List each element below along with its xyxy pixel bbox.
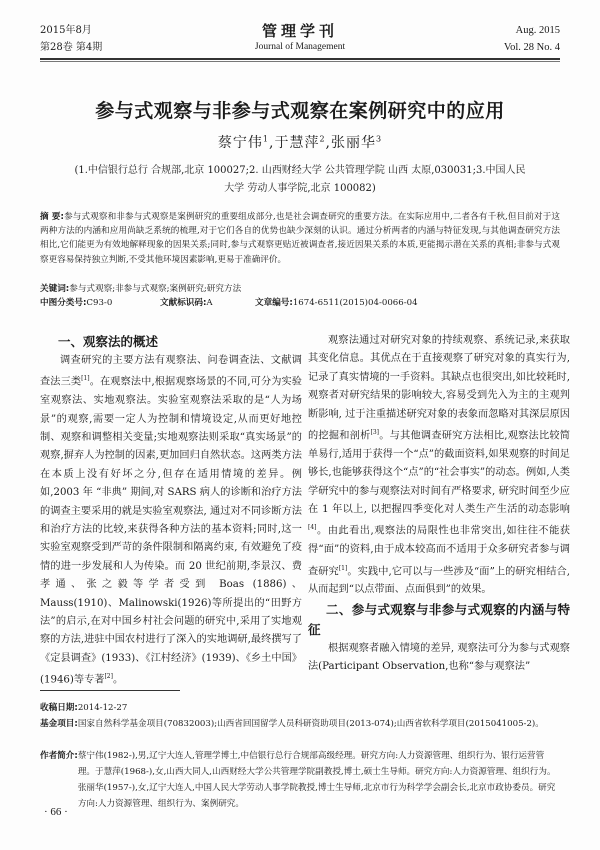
footnote-author-bio — [40, 748, 560, 812]
issue-date-cn: 2015年8月 — [40, 25, 92, 36]
author-name: 于慧萍 — [274, 135, 320, 151]
paragraph-text: 调查研究的主要方法有观察法、问卷调查法、文献调查法三类 — [40, 355, 302, 388]
article-no-label: 文章编号: — [255, 298, 293, 308]
paragraph-text: 。与其他调查研究方法相比,观察法比较简单易行,适用于获得一个“点”的截面资料,如果观察的时间足够长,也能够获得这个“点”的“社会事实”的动态。例如,人类学研究中的参与观察法对时间有严格要求, 研究时间至少应在 1 年以上, 以把握四季变化对人类生产生活的动态影响 — [308, 430, 570, 516]
received-label: 收稿日期: — [40, 703, 78, 713]
body-paragraph — [308, 332, 570, 600]
header-divider — [40, 58, 560, 60]
paragraph-text: 观察法通过对研究对象的持续观察、系统记录,来获取其变化信息。其优点在于直接观察了研究对象的真实行为,记录了真实情境的一手资料。其缺点也很突出,如比较耗时,观察者对研究结果的影响较大,容易受到先入为主的主观判断影响, 过于注重描述研究对象的表象而忽略对其深层原因的挖掘和剖析 — [308, 335, 570, 442]
clc-number — [40, 296, 160, 310]
page-number: · 66 · — [44, 806, 68, 818]
header-right — [504, 22, 560, 56]
author-name: 蔡宁伟 — [217, 135, 263, 151]
paragraph-text: 。在观察法中,根据观察场景的不同,可分为实验室观察法、实地观察法。实验室观察法采取的是“人为场景”的观察,需要一定人为控制和情境设定,从而更好地控制、观察和调整相关变量;实地观察法则采取“真实场景”的观察,摒弃人为控制的因素,更加回归自然状态。这两类方法在本质上没有好坏之分,但存在适用情境的差异。例如,2003 年 “非典” 期间,对 SARS 病人的诊断和治疗方法的调查主要采用的就是实验室观察法, 通过对不同诊断方法和治疗方法的比较,来获得各种方法的基本资料;同时,这一实验室观察受到严苛的条件限制和隔离约束, 有效避免了疫情的进一步发展和人为传染。而 20 世纪前期,李景汉、费孝通、张之毅等学者受到 Boas (1886)、Mauss(1910)、Malinowski(1926)等所提出的“田野方法”的启示,在对中国乡村社会问题的研究中,采用了实地观察的方法,进驻中国农村进行了深入的实地调研,最终撰写了《定县调查》(1933)、《江村经济》(1939)、《乡土中国》(1946)等专著 — [40, 376, 302, 686]
footnote-received — [40, 700, 560, 716]
article-no-value: 1674-6511(2015)04-0066-04 — [292, 298, 418, 308]
author-affil-mark: 1 — [262, 134, 269, 144]
clc-label: 中图分类号: — [40, 298, 87, 308]
journal-name-en: Journal of Management — [254, 42, 346, 52]
fund-text: 国家自然科学基金项目(70832003);山西省回国留学人员科研资助项目(2013-074);山西省软科学项目(2015041005-2)。 — [77, 719, 544, 729]
abstract-text: 参与式观察和非参与式观察是案例研究的重要组成部分,也是社会调查研究的重要方法。在实际应用中,二者各有千秋,但目前对于这两种方法的内涵和应用尚缺乏系统的梳理,对于它们各自的优势也缺少深刻的认识。通过分析两者的内涵与特征发现,与其他调查研究方法相比,它们能更为有效地解释现象的因果关系;同时,参与式观察更贴近被调查者,接近因果关系的本质,更能揭示潜在关系的真相;非参与式观察更容易保持独立判断,不受其他环境因素影响,更易于准确评价。 — [40, 212, 560, 265]
body-column-right — [308, 332, 570, 677]
body-column-left — [40, 332, 302, 690]
journal-logo: 管理学刊 — [261, 22, 338, 40]
article-title: 参与式观察与非参与式观察在案例研究中的应用 — [95, 100, 505, 122]
body-paragraph: 根据观察者融入情境的差异, 观察法可分为参与式观察法(Participant Observation,也称“参与观察法” — [308, 642, 570, 673]
clc-value: C93-0 — [86, 298, 113, 308]
citation: [4] — [308, 524, 317, 532]
abstract — [40, 210, 560, 267]
volume-cn: 第28卷 第4期 — [40, 42, 103, 53]
abstract-label: 摘 要: — [40, 212, 64, 222]
section-heading-2: 二、参与式观察与非参与式观察的内涵与特征 — [308, 601, 570, 637]
paragraph-text: 。由此看出,观察法的局限性也非常突出,如往往不能获得“面”的资料,由于成本较高而不适用于众多研究者参与调查研究 — [308, 525, 570, 578]
affiliations-line: (1.中信银行总行 合规部,北京 100027;2. 山西财经大学 公共管理学院 山西 太原,030031;3.中国人民 — [74, 165, 526, 176]
body-paragraph — [40, 352, 302, 690]
author-bio-label: 作者简介: — [40, 751, 78, 761]
footnote-funding — [40, 716, 560, 732]
classification-line — [40, 296, 560, 310]
document-code — [160, 296, 255, 310]
section-heading-1: 一、观察法的概述 — [58, 334, 159, 349]
citation: [3] — [370, 429, 380, 437]
doc-code-value: A — [206, 298, 213, 308]
paragraph-text: 。实践中,它可以与一些涉及“面”上的研究相结合,从而起到“以点带面、点面俱到”的效果。 — [308, 566, 570, 596]
footnote-divider — [40, 690, 180, 691]
keywords-text: 参与式观察;非参与式观察;案例研究;研究方法 — [69, 284, 242, 294]
volume-en: Vol. 28 No. 4 — [503, 42, 560, 53]
keywords — [40, 282, 560, 296]
article-number — [255, 296, 418, 310]
affiliations — [60, 162, 540, 198]
author-name: 张丽华 — [331, 135, 376, 151]
citation: [1] — [81, 375, 90, 383]
affiliations-line: 大学 劳动人事学院,北京 100082) — [224, 183, 376, 194]
citation: [1] — [338, 564, 348, 572]
author-bio-text: 蔡宁伟(1982-),男,辽宁大连人,管理学博士,中信银行总行合规部高级经理。研究方向:人力资源管理、组织行为、银行运营管理。于慧萍(1968-),女,山西大同人,山西财经大学公共管理学院副教授,博士,硕士生导师。研究方向:人力资源管理、组织行为。张丽华(1957-),女,辽宁大连人,中国人民大学劳动人事学院教授,博士生导师,北京市行为科学学会副会长,北京市政协委员。研究方向:人力资源管理、组织行为、案例研究。 — [77, 751, 556, 809]
received-date: 2014-12-27 — [77, 703, 128, 713]
paragraph-text: 。 — [112, 674, 124, 686]
header-divider-thin — [40, 61, 560, 62]
issue-date-en: Aug. 2015 — [515, 25, 560, 36]
keywords-label: 关键词: — [40, 284, 70, 294]
doc-code-label: 文献标识码: — [160, 298, 207, 308]
author-affil-mark: 3 — [376, 134, 383, 144]
citation: [2] — [104, 673, 113, 681]
author-affil-mark: 2 — [319, 134, 326, 144]
fund-label: 基金项目: — [40, 719, 78, 729]
journal-masthead — [40, 22, 560, 54]
author-list: 蔡宁伟$^1$,于慧萍$^2$,张丽华$^3$ — [217, 134, 383, 151]
